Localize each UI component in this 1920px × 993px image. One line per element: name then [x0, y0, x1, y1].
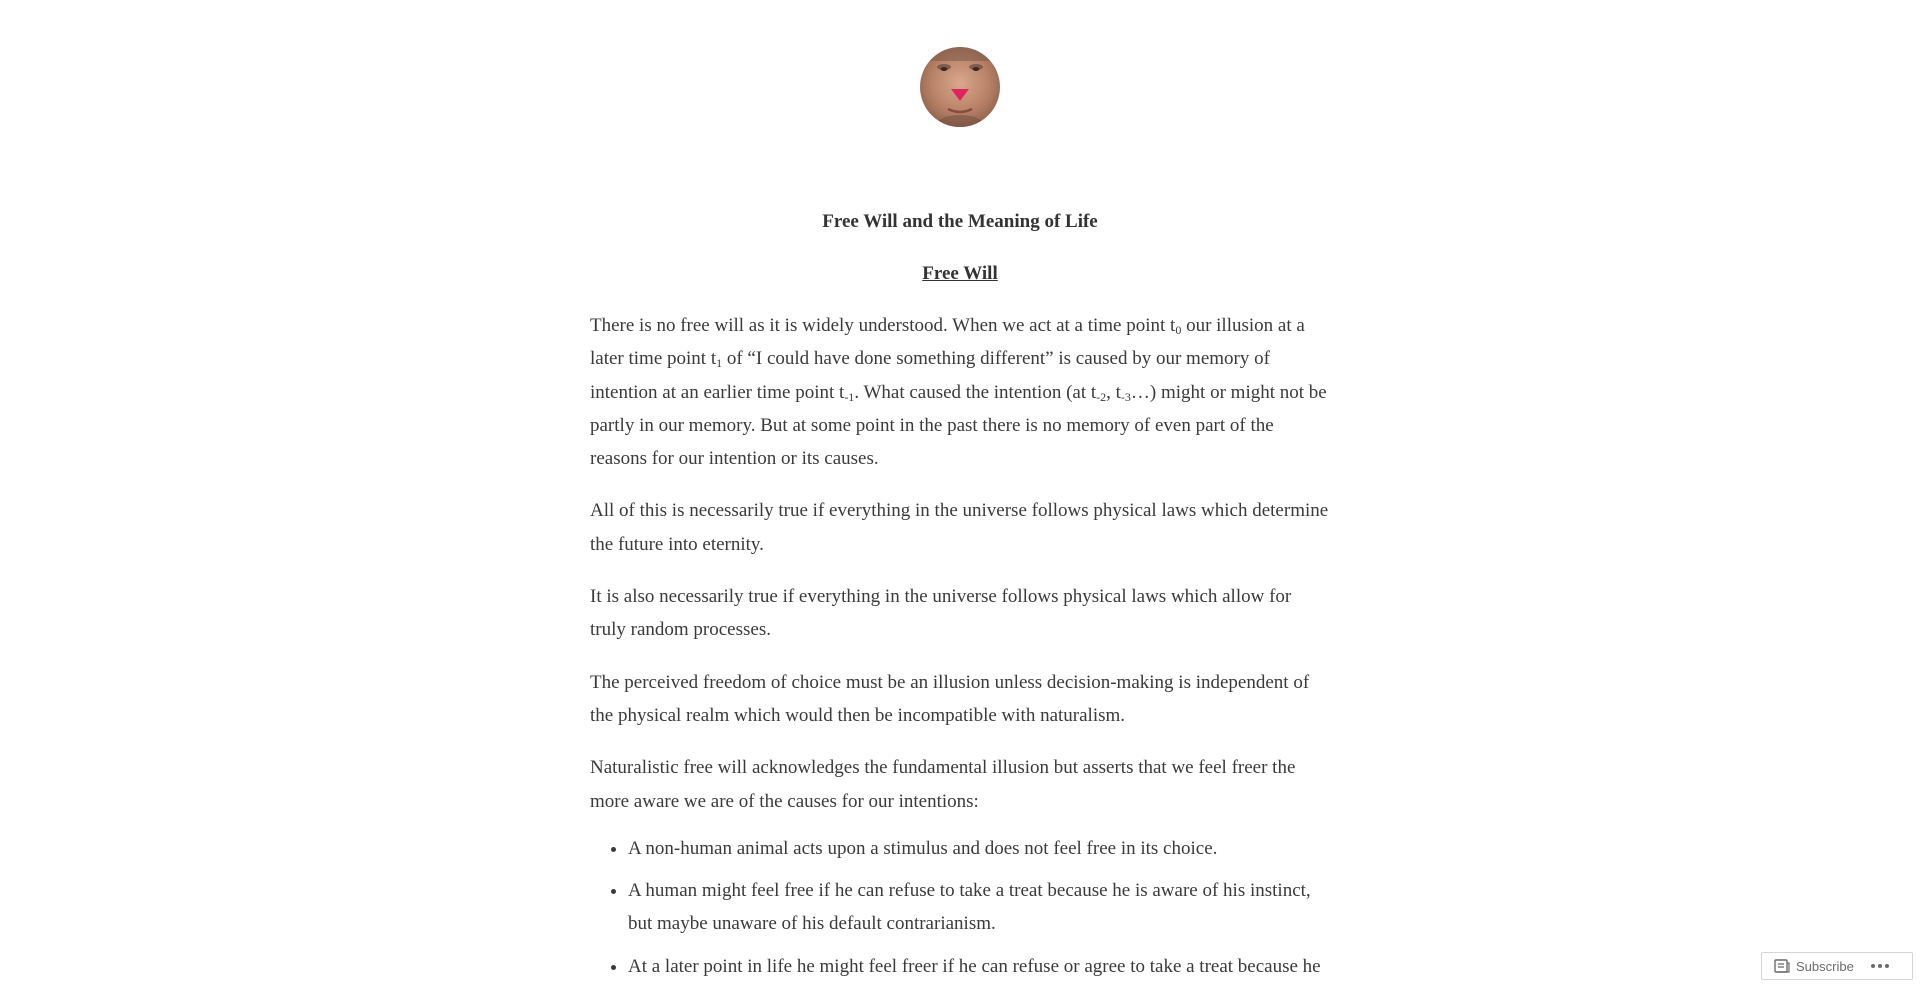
paragraph-1: There is no free will as it is widely understood. When we act at a time point $t_0$ our illusion at a later time point $t_1$ of “I could have done something different” is caused by our memory of intention at an earlier time point $t_{-1}$. What caused the intention (at $t_{-2}$, $t_{-3}\dots$) might or might not be partly in our memory. But at some point in the past there is no memory of even part of the reasons for our intention or its causes. — [590, 315, 1327, 470]
section-heading: Free Will — [922, 263, 998, 284]
paragraph-4: The perceived freedom of choice must be an illusion unless decision-making is independent of the physical realm which would then be incompatible with naturalism. — [590, 671, 1310, 726]
paragraph-5: Naturalistic free will acknowledges the fundamental illusion but asserts that we feel freer the more aware we are of the causes for our intentions: — [590, 757, 1296, 812]
list-item: • A human might feel free if he can refuse to take a treat because he is aware of his instinct, but maybe unaware of his default contrarianism. — [628, 874, 1330, 941]
list-item: • A non-human animal acts upon a stimulus and does not feel free in its choice. — [628, 832, 1330, 865]
avatar-image — [920, 47, 1000, 127]
page-title: Free Will and the Meaning of Life — [822, 211, 1098, 232]
bullet-list — [590, 832, 1330, 983]
more-options-button[interactable] — [1862, 953, 1898, 979]
list-item: • At a later point in life he might feel freer if he can refuse or agree to take a treat because he — [628, 950, 1330, 983]
post-content — [590, 205, 1330, 992]
action-bar — [1761, 952, 1913, 980]
subscribe-button[interactable] — [1762, 953, 1862, 979]
ellipsis-icon — [1870, 963, 1890, 969]
site-avatar[interactable] — [920, 47, 1000, 127]
subscribe-label: Subscribe — [1796, 958, 1854, 974]
reader-icon — [1774, 959, 1790, 973]
paragraph-2: All of this is necessarily true if everything in the universe follows physical laws which determine the future into eternity. — [590, 500, 1329, 555]
paragraph-3: It is also necessarily true if everything in the universe follows physical laws which allow for truly random processes. — [590, 586, 1292, 641]
